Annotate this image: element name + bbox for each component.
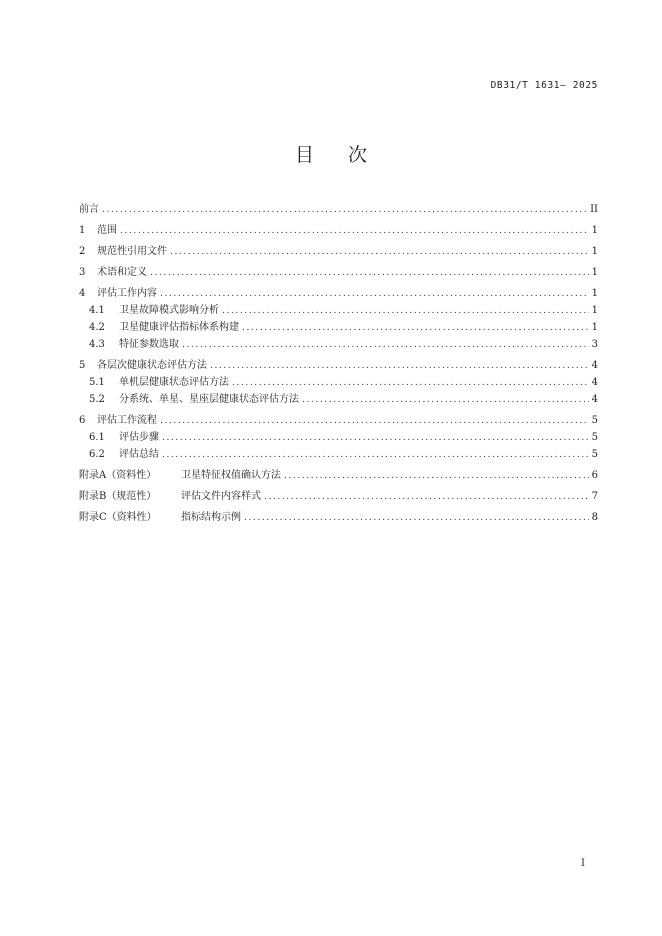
toc-entry-page: 1 [591,267,598,278]
toc-entry-page: 5 [591,432,598,443]
toc-entry-page: II [590,204,598,215]
toc-entry-page: 4 [591,377,598,388]
toc-entry-page: 4 [591,360,598,371]
toc-entry-number: 6 [79,415,86,426]
toc-entry-number: 5.1 [89,377,105,388]
dot-leader [264,492,589,502]
toc-entry-label: 单机层健康状态评估方法 [119,377,229,388]
dot-leader [284,471,589,481]
toc-entry-page: 3 [591,339,598,350]
toc-entry-label: 评估步骤 [119,432,159,443]
dot-leader [150,268,589,278]
toc-entry-label: 各层次健康状态评估方法 [97,360,207,371]
toc-entry-page: 4 [591,394,598,405]
toc-entry-label: 评估总结 [119,449,159,460]
toc-entry-4[interactable] [79,284,598,301]
dot-leader [232,378,589,388]
appendix-qualifier: 附录B（规范性） [79,491,157,502]
toc-entry-page: 7 [591,491,598,502]
toc-entry-number: 6.2 [89,449,105,460]
toc-entry-page: 5 [591,449,598,460]
toc-entry-label: 分系统、单星、星座层健康状态评估方法 [119,394,299,405]
page-number: I [581,858,585,869]
dot-leader [170,247,589,257]
toc-entry-label: 卫星特征权值确认方法 [181,470,281,481]
dot-leader [182,340,589,350]
toc-entry-label: 前言 [79,204,99,215]
toc-entry-foreword[interactable] [79,200,598,217]
toc-entry-6-2[interactable] [79,445,598,462]
toc-entry-number: 5.2 [89,394,105,405]
toc-entry-number: 1 [79,225,86,236]
toc-entry-number: 3 [79,267,86,278]
toc-entry-label: 评估工作内容 [97,288,157,299]
toc-entry-page: 1 [591,322,598,333]
toc-entry-number: 4.3 [89,339,105,350]
toc-entry-5[interactable] [79,356,598,373]
appendix-qualifier: 附录A（资料性） [79,470,157,481]
toc-entry-label: 卫星故障模式影响分析 [119,305,219,316]
dot-leader [160,289,589,299]
dot-leader [210,361,589,371]
toc-entry-page: 1 [591,288,598,299]
toc-entry-label: 术语和定义 [97,267,147,278]
toc-entry-page: 5 [591,415,598,426]
toc-entry-appendix-c[interactable] [79,508,598,525]
toc-entry-page: 1 [591,225,598,236]
dot-leader [242,323,589,333]
toc-entry-number: 4.1 [89,305,105,316]
toc-entry-number: 5 [79,360,86,371]
toc-entry-2[interactable] [79,242,598,259]
appendix-qualifier: 附录C（资料性） [79,512,157,523]
toc-entry-page: 8 [591,512,598,523]
toc-entry-5-2[interactable] [79,390,598,407]
toc-entry-number: 4.2 [89,322,105,333]
dot-leader [162,433,589,443]
toc-entry-appendix-a[interactable] [79,466,598,483]
toc-entry-label: 范围 [97,225,117,236]
toc-entry-label: 规范性引用文件 [97,246,167,257]
dot-leader [162,450,589,460]
toc-entry-number: 2 [79,246,86,257]
toc-entry-5-1[interactable] [79,373,598,390]
dot-leader [120,226,589,236]
toc-entry-4-1[interactable] [79,301,598,318]
toc-entry-6[interactable] [79,411,598,428]
dot-leader [244,513,589,523]
dot-leader [222,306,589,316]
toc-entry-page: 6 [591,470,598,481]
toc-entry-4-2[interactable] [79,318,598,335]
toc-entry-3[interactable] [79,263,598,280]
dot-leader [102,205,587,215]
table-of-contents [79,200,598,525]
page-title: 目次 [294,144,401,166]
toc-entry-appendix-b[interactable] [79,487,598,504]
toc-entry-number: 4 [79,288,86,299]
toc-entry-label: 评估工作流程 [97,415,157,426]
dot-leader [160,416,589,426]
toc-entry-label: 指标结构示例 [181,512,241,523]
toc-entry-label: 评估文件内容样式 [181,491,261,502]
toc-entry-1[interactable] [79,221,598,238]
dot-leader [302,395,589,405]
toc-entry-6-1[interactable] [79,428,598,445]
toc-entry-page: 1 [591,305,598,316]
toc-entry-label: 特征参数选取 [119,339,179,350]
toc-entry-4-3[interactable] [79,335,598,352]
toc-entry-label: 卫星健康评估指标体系构建 [119,322,239,333]
standard-code: DB31/T 1631— 2025 [490,80,598,91]
toc-entry-number: 6.1 [89,432,105,443]
toc-entry-page: 1 [591,246,598,257]
